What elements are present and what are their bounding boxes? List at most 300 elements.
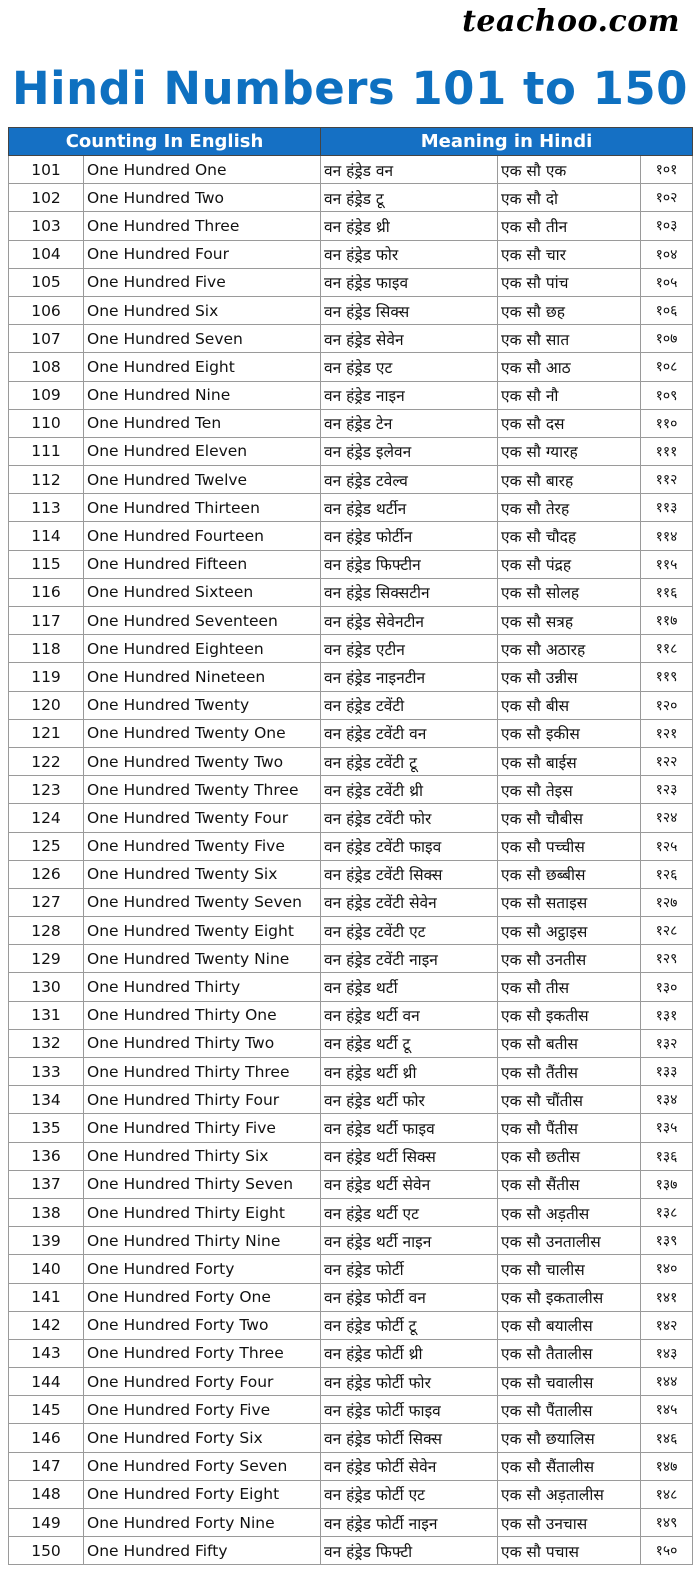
hindi-transliteration-cell: वन हंड्रेड टवेंटी थ्री [321,776,498,804]
english-words-cell: One Hundred Forty One [84,1283,321,1311]
number-cell: 120 [9,691,84,719]
hindi-words-cell: एक सौ अड़तालीस [498,1480,641,1508]
english-words-cell: One Hundred Two [84,184,321,212]
number-cell: 135 [9,1114,84,1142]
devanagari-numeral-cell: १३२ [641,1029,693,1057]
english-words-cell: One Hundred Forty Six [84,1424,321,1452]
hindi-words-cell: एक सौ बीस [498,691,641,719]
english-words-cell: One Hundred Thirty Seven [84,1170,321,1198]
english-words-cell: One Hundred Seven [84,325,321,353]
english-words-cell: One Hundred Nineteen [84,663,321,691]
hindi-transliteration-cell: वन हंड्रेड फोर्टी सेवेन [321,1452,498,1480]
devanagari-numeral-cell: १४८ [641,1480,693,1508]
number-cell: 136 [9,1142,84,1170]
devanagari-numeral-cell: १४० [641,1255,693,1283]
table-row [9,1396,693,1424]
number-cell: 123 [9,776,84,804]
hindi-words-cell: एक सौ पैंतालीस [498,1396,641,1424]
hindi-transliteration-cell: वन हंड्रेड सिक्सटीन [321,578,498,606]
table-row [9,804,693,832]
number-cell: 101 [9,156,84,184]
table-row [9,1255,693,1283]
devanagari-numeral-cell: १०८ [641,353,693,381]
english-words-cell: One Hundred Twenty One [84,719,321,747]
devanagari-numeral-cell: ११७ [641,607,693,635]
table-row [9,437,693,465]
devanagari-numeral-cell: १२९ [641,945,693,973]
english-words-cell: One Hundred Thirty Nine [84,1227,321,1255]
hindi-words-cell: एक सौ चवालीस [498,1368,641,1396]
number-cell: 147 [9,1452,84,1480]
table-row [9,607,693,635]
hindi-words-cell: एक सौ उनतीस [498,945,641,973]
hindi-words-cell: एक सौ उनचास [498,1509,641,1537]
english-words-cell: One Hundred Six [84,296,321,324]
hindi-transliteration-cell: वन हंड्रेड फोर्टी थ्री [321,1339,498,1367]
english-words-cell: One Hundred Fourteen [84,522,321,550]
hindi-transliteration-cell: वन हंड्रेड थर्टी एट [321,1198,498,1226]
hindi-transliteration-cell: वन हंड्रेड फोर [321,240,498,268]
hindi-transliteration-cell: वन हंड्रेड एट [321,353,498,381]
english-words-cell: One Hundred Fifteen [84,550,321,578]
english-words-cell: One Hundred Eight [84,353,321,381]
english-words-cell: One Hundred Twenty [84,691,321,719]
number-cell: 130 [9,973,84,1001]
hindi-words-cell: एक सौ बतीस [498,1029,641,1057]
table-row [9,1227,693,1255]
table-row [9,353,693,381]
devanagari-numeral-cell: १०५ [641,268,693,296]
hindi-words-cell: एक सौ इकतालीस [498,1283,641,1311]
number-cell: 137 [9,1170,84,1198]
number-cell: 118 [9,635,84,663]
header-counting-in-english: Counting In English [9,128,321,156]
hindi-words-cell: एक सौ सत्रह [498,607,641,635]
devanagari-numeral-cell: १२२ [641,747,693,775]
devanagari-numeral-cell: ११० [641,409,693,437]
number-cell: 103 [9,212,84,240]
english-words-cell: One Hundred Thirty Four [84,1086,321,1114]
english-words-cell: One Hundred One [84,156,321,184]
table-row [9,1283,693,1311]
devanagari-numeral-cell: १३६ [641,1142,693,1170]
hindi-transliteration-cell: वन हंड्रेड थर्टीन [321,494,498,522]
hindi-words-cell: एक सौ चौदह [498,522,641,550]
english-words-cell: One Hundred Forty Nine [84,1509,321,1537]
number-cell: 106 [9,296,84,324]
number-cell: 142 [9,1311,84,1339]
devanagari-numeral-cell: १२७ [641,888,693,916]
hindi-words-cell: एक सौ दो [498,184,641,212]
hindi-transliteration-cell: वन हंड्रेड थ्री [321,212,498,240]
hindi-transliteration-cell: वन हंड्रेड सेवेनटीन [321,607,498,635]
hindi-words-cell: एक सौ पंद्रह [498,550,641,578]
hindi-numbers-table [8,127,693,1565]
number-cell: 117 [9,607,84,635]
hindi-words-cell: एक सौ इकीस [498,719,641,747]
hindi-words-cell: एक सौ सताइस [498,888,641,916]
table-row [9,1142,693,1170]
hindi-transliteration-cell: वन हंड्रेड थर्टी सिक्स [321,1142,498,1170]
english-words-cell: One Hundred Sixteen [84,578,321,606]
english-words-cell: One Hundred Twenty Two [84,747,321,775]
number-cell: 107 [9,325,84,353]
devanagari-numeral-cell: १०१ [641,156,693,184]
hindi-transliteration-cell: वन हंड्रेड फोर्टी एट [321,1480,498,1508]
hindi-transliteration-cell: वन हंड्रेड टवेंटी फोर [321,804,498,832]
english-words-cell: One Hundred Twenty Seven [84,888,321,916]
english-words-cell: One Hundred Thirty [84,973,321,1001]
table-row [9,1424,693,1452]
hindi-words-cell: एक सौ एक [498,156,641,184]
hindi-words-cell: एक सौ पचास [498,1537,641,1565]
number-cell: 125 [9,832,84,860]
hindi-words-cell: एक सौ तीन [498,212,641,240]
number-cell: 112 [9,466,84,494]
hindi-transliteration-cell: वन हंड्रेड थर्टी फोर [321,1086,498,1114]
devanagari-numeral-cell: १२० [641,691,693,719]
english-words-cell: One Hundred Forty Eight [84,1480,321,1508]
devanagari-numeral-cell: १११ [641,437,693,465]
english-words-cell: One Hundred Four [84,240,321,268]
devanagari-numeral-cell: १०७ [641,325,693,353]
number-cell: 128 [9,917,84,945]
number-cell: 146 [9,1424,84,1452]
hindi-transliteration-cell: वन हंड्रेड एटीन [321,635,498,663]
table-row [9,747,693,775]
number-cell: 126 [9,860,84,888]
hindi-words-cell: एक सौ तेरह [498,494,641,522]
hindi-transliteration-cell: वन हंड्रेड वन [321,156,498,184]
devanagari-numeral-cell: ११४ [641,522,693,550]
hindi-words-cell: एक सौ चौबीस [498,804,641,832]
devanagari-numeral-cell: १३५ [641,1114,693,1142]
devanagari-numeral-cell: १२५ [641,832,693,860]
table-body [9,156,693,1565]
devanagari-numeral-cell: ११६ [641,578,693,606]
hindi-words-cell: एक सौ अट्ठाइस [498,917,641,945]
devanagari-numeral-cell: १३० [641,973,693,1001]
table-row [9,381,693,409]
hindi-words-cell: एक सौ सैंतीस [498,1170,641,1198]
hindi-transliteration-cell: वन हंड्रेड टवेंटी टू [321,747,498,775]
number-cell: 143 [9,1339,84,1367]
english-words-cell: One Hundred Forty Three [84,1339,321,1367]
english-words-cell: One Hundred Thirty Six [84,1142,321,1170]
devanagari-numeral-cell: १२१ [641,719,693,747]
table-row [9,832,693,860]
number-cell: 148 [9,1480,84,1508]
table-row [9,240,693,268]
table-row [9,1509,693,1537]
devanagari-numeral-cell: १३३ [641,1058,693,1086]
hindi-words-cell: एक सौ आठ [498,353,641,381]
table-row [9,409,693,437]
devanagari-numeral-cell: १४५ [641,1396,693,1424]
devanagari-numeral-cell: १४७ [641,1452,693,1480]
devanagari-numeral-cell: १०६ [641,296,693,324]
devanagari-numeral-cell: ११३ [641,494,693,522]
number-cell: 116 [9,578,84,606]
table-row [9,494,693,522]
devanagari-numeral-cell: १०२ [641,184,693,212]
hindi-transliteration-cell: वन हंड्रेड थर्टी फाइव [321,1114,498,1142]
table-row [9,212,693,240]
hindi-transliteration-cell: वन हंड्रेड सेवेन [321,325,498,353]
hindi-transliteration-cell: वन हंड्रेड टवेंटी [321,691,498,719]
hindi-transliteration-cell: वन हंड्रेड टवेंटी सेवेन [321,888,498,916]
hindi-words-cell: एक सौ चालीस [498,1255,641,1283]
devanagari-numeral-cell: १०४ [641,240,693,268]
table-row [9,888,693,916]
english-words-cell: One Hundred Twenty Nine [84,945,321,973]
table-row [9,1480,693,1508]
hindi-transliteration-cell: वन हंड्रेड थर्टी सेवेन [321,1170,498,1198]
table-row [9,1086,693,1114]
table-row [9,522,693,550]
hindi-words-cell: एक सौ छतीस [498,1142,641,1170]
english-words-cell: One Hundred Seventeen [84,607,321,635]
table-row [9,719,693,747]
number-cell: 150 [9,1537,84,1565]
table-row [9,973,693,1001]
hindi-transliteration-cell: वन हंड्रेड नाइनटीन [321,663,498,691]
hindi-words-cell: एक सौ तीस [498,973,641,1001]
hindi-words-cell: एक सौ बयालीस [498,1311,641,1339]
page-title: Hindi Numbers 101 to 150 [11,62,688,115]
english-words-cell: One Hundred Nine [84,381,321,409]
devanagari-numeral-cell: ११९ [641,663,693,691]
hindi-transliteration-cell: वन हंड्रेड फोर्टी वन [321,1283,498,1311]
devanagari-numeral-cell: १३४ [641,1086,693,1114]
devanagari-numeral-cell: १४३ [641,1339,693,1367]
table-row [9,296,693,324]
hindi-words-cell: एक सौ पैंतीस [498,1114,641,1142]
number-cell: 111 [9,437,84,465]
english-words-cell: One Hundred Twenty Six [84,860,321,888]
table-row [9,1029,693,1057]
table-header-row [9,128,693,156]
table-row [9,1452,693,1480]
table-row [9,917,693,945]
table-row [9,1058,693,1086]
hindi-words-cell: एक सौ चार [498,240,641,268]
number-cell: 115 [9,550,84,578]
hindi-transliteration-cell: वन हंड्रेड इलेवन [321,437,498,465]
devanagari-numeral-cell: १३९ [641,1227,693,1255]
english-words-cell: One Hundred Ten [84,409,321,437]
hindi-transliteration-cell: वन हंड्रेड टवेंटी फाइव [321,832,498,860]
number-cell: 131 [9,1001,84,1029]
number-cell: 127 [9,888,84,916]
hindi-words-cell: एक सौ ग्यारह [498,437,641,465]
table-row [9,325,693,353]
hindi-words-cell: एक सौ छब्बीस [498,860,641,888]
number-cell: 114 [9,522,84,550]
header-meaning-in-hindi: Meaning in Hindi [321,128,693,156]
number-cell: 134 [9,1086,84,1114]
hindi-transliteration-cell: वन हंड्रेड थर्टी [321,973,498,1001]
devanagari-numeral-cell: १५० [641,1537,693,1565]
devanagari-numeral-cell: १३८ [641,1198,693,1226]
devanagari-numeral-cell: १३१ [641,1001,693,1029]
hindi-transliteration-cell: वन हंड्रेड टवेल्व [321,466,498,494]
hindi-transliteration-cell: वन हंड्रेड फाइव [321,268,498,296]
hindi-transliteration-cell: वन हंड्रेड सिक्स [321,296,498,324]
number-cell: 145 [9,1396,84,1424]
number-cell: 139 [9,1227,84,1255]
english-words-cell: One Hundred Twenty Five [84,832,321,860]
hindi-words-cell: एक सौ नौ [498,381,641,409]
english-words-cell: One Hundred Forty Five [84,1396,321,1424]
english-words-cell: One Hundred Three [84,212,321,240]
hindi-words-cell: एक सौ पच्चीस [498,832,641,860]
english-words-cell: One Hundred Thirteen [84,494,321,522]
hindi-transliteration-cell: वन हंड्रेड टू [321,184,498,212]
devanagari-numeral-cell: ११२ [641,466,693,494]
number-cell: 102 [9,184,84,212]
hindi-words-cell: एक सौ तैतालीस [498,1339,641,1367]
hindi-transliteration-cell: वन हंड्रेड टवेंटी सिक्स [321,860,498,888]
number-cell: 141 [9,1283,84,1311]
hindi-transliteration-cell: वन हंड्रेड फोर्टी सिक्स [321,1424,498,1452]
english-words-cell: One Hundred Forty Four [84,1368,321,1396]
english-words-cell: One Hundred Eighteen [84,635,321,663]
table-row [9,1001,693,1029]
number-cell: 129 [9,945,84,973]
devanagari-numeral-cell: १४१ [641,1283,693,1311]
number-cell: 144 [9,1368,84,1396]
number-cell: 108 [9,353,84,381]
english-words-cell: One Hundred Forty Seven [84,1452,321,1480]
hindi-words-cell: एक सौ चौंतीस [498,1086,641,1114]
table-row [9,1198,693,1226]
devanagari-numeral-cell: ११८ [641,635,693,663]
devanagari-numeral-cell: १३७ [641,1170,693,1198]
hindi-transliteration-cell: वन हंड्रेड फोर्टी फाइव [321,1396,498,1424]
number-cell: 133 [9,1058,84,1086]
hindi-words-cell: एक सौ उन्नीस [498,663,641,691]
number-cell: 138 [9,1198,84,1226]
english-words-cell: One Hundred Twenty Three [84,776,321,804]
table-row [9,156,693,184]
table-row [9,1537,693,1565]
hindi-words-cell: एक सौ सोलह [498,578,641,606]
hindi-words-cell: एक सौ तैंतीस [498,1058,641,1086]
hindi-transliteration-cell: वन हंड्रेड फोर्टी नाइन [321,1509,498,1537]
table-row [9,578,693,606]
devanagari-numeral-cell: १०३ [641,212,693,240]
table-row [9,466,693,494]
hindi-transliteration-cell: वन हंड्रेड टवेंटी एट [321,917,498,945]
devanagari-numeral-cell: ११५ [641,550,693,578]
hindi-transliteration-cell: वन हंड्रेड फिफ्टी [321,1537,498,1565]
table-row [9,691,693,719]
devanagari-numeral-cell: १४४ [641,1368,693,1396]
devanagari-numeral-cell: १०९ [641,381,693,409]
english-words-cell: One Hundred Five [84,268,321,296]
hindi-words-cell: एक सौ छह [498,296,641,324]
hindi-transliteration-cell: वन हंड्रेड थर्टी वन [321,1001,498,1029]
number-cell: 109 [9,381,84,409]
number-cell: 124 [9,804,84,832]
hindi-words-cell: एक सौ छयालिस [498,1424,641,1452]
number-cell: 104 [9,240,84,268]
english-words-cell: One Hundred Eleven [84,437,321,465]
number-cell: 113 [9,494,84,522]
hindi-transliteration-cell: वन हंड्रेड थर्टी नाइन [321,1227,498,1255]
hindi-words-cell: एक सौ तेइस [498,776,641,804]
number-cell: 110 [9,409,84,437]
table-row [9,550,693,578]
table-row [9,268,693,296]
devanagari-numeral-cell: १४६ [641,1424,693,1452]
devanagari-numeral-cell: १२६ [641,860,693,888]
english-words-cell: One Hundred Forty [84,1255,321,1283]
number-cell: 132 [9,1029,84,1057]
table-row [9,663,693,691]
hindi-transliteration-cell: वन हंड्रेड थर्टी थ्री [321,1058,498,1086]
hindi-words-cell: एक सौ बारह [498,466,641,494]
hindi-words-cell: एक सौ उनतालीस [498,1227,641,1255]
table-row [9,184,693,212]
hindi-transliteration-cell: वन हंड्रेड टवेंटी नाइन [321,945,498,973]
table-row [9,776,693,804]
hindi-transliteration-cell: वन हंड्रेड फोर्टी फोर [321,1368,498,1396]
hindi-words-cell: एक सौ बाईस [498,747,641,775]
table-row [9,1339,693,1367]
english-words-cell: One Hundred Twelve [84,466,321,494]
hindi-transliteration-cell: वन हंड्रेड टेन [321,409,498,437]
hindi-words-cell: एक सौ अड़तीस [498,1198,641,1226]
number-cell: 122 [9,747,84,775]
number-cell: 119 [9,663,84,691]
table-row [9,1311,693,1339]
devanagari-numeral-cell: १२८ [641,917,693,945]
english-words-cell: One Hundred Forty Two [84,1311,321,1339]
hindi-words-cell: एक सौ इकतीस [498,1001,641,1029]
devanagari-numeral-cell: १२४ [641,804,693,832]
english-words-cell: One Hundred Thirty Two [84,1029,321,1057]
english-words-cell: One Hundred Thirty Eight [84,1198,321,1226]
english-words-cell: One Hundred Thirty One [84,1001,321,1029]
english-words-cell: One Hundred Fifty [84,1537,321,1565]
hindi-words-cell: एक सौ पांच [498,268,641,296]
hindi-transliteration-cell: वन हंड्रेड फिफ्टीन [321,550,498,578]
table-row [9,860,693,888]
brand-logo: teachoo.com [462,4,680,39]
hindi-transliteration-cell: वन हंड्रेड टवेंटी वन [321,719,498,747]
table-row [9,945,693,973]
devanagari-numeral-cell: १४२ [641,1311,693,1339]
english-words-cell: One Hundred Twenty Four [84,804,321,832]
hindi-transliteration-cell: वन हंड्रेड थर्टी टू [321,1029,498,1057]
hindi-words-cell: एक सौ सैंतालीस [498,1452,641,1480]
hindi-words-cell: एक सौ अठारह [498,635,641,663]
english-words-cell: One Hundred Thirty Three [84,1058,321,1086]
hindi-words-cell: एक सौ सात [498,325,641,353]
devanagari-numeral-cell: १२३ [641,776,693,804]
hindi-transliteration-cell: वन हंड्रेड फोर्टी [321,1255,498,1283]
hindi-words-cell: एक सौ दस [498,409,641,437]
table-row [9,1368,693,1396]
number-cell: 140 [9,1255,84,1283]
hindi-transliteration-cell: वन हंड्रेड नाइन [321,381,498,409]
english-words-cell: One Hundred Thirty Five [84,1114,321,1142]
table-row [9,1170,693,1198]
table-row [9,635,693,663]
hindi-transliteration-cell: वन हंड्रेड फोर्टी टू [321,1311,498,1339]
